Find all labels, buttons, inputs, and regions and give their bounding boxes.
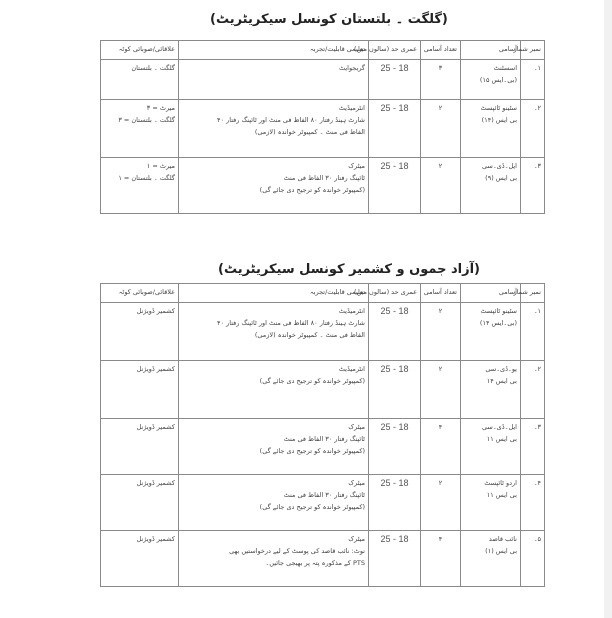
count-cell: ۴	[421, 419, 461, 475]
serial-cell: ۳۔	[521, 419, 545, 475]
section-title-ajk: (آزاد جموں و کشمیر کونسل سیکریٹریٹ)	[218, 262, 480, 277]
quota-cell	[101, 60, 179, 100]
column-header: آسامی	[461, 284, 521, 303]
table-row	[101, 100, 545, 158]
qualification-cell	[179, 475, 369, 531]
table-row	[101, 419, 545, 475]
post-cell	[461, 419, 521, 475]
gilgit-vacancies-table	[100, 40, 545, 214]
qualification-line: شارٹ ہینڈ رفتار ۸۰ الفاظ فی منٹ اور ٹائپنگ رفتار ۴۰	[217, 319, 365, 327]
post-cell	[461, 303, 521, 361]
qualification-line: نوٹ: نائب قاصد کی پوسٹ کے لیے درخواستیں بھی	[229, 547, 365, 555]
age-cell: 18 - 25	[369, 158, 421, 214]
quota-cell	[101, 419, 179, 475]
post-line: یو۔ڈی۔سی	[485, 365, 517, 373]
quota-cell	[101, 475, 179, 531]
column-header: نمبر شمار	[521, 41, 545, 60]
quota-line: گلگت ۔ بلتستان	[131, 64, 175, 72]
post-line: بی ایس (۱۴)	[481, 116, 517, 124]
qualification-line: ٹائپنگ رفتار ۳۰ الفاظ فی منٹ	[283, 491, 365, 499]
quota-line: میرٹ = ۱	[146, 162, 175, 170]
qualification-cell	[179, 100, 369, 158]
scan-edge	[604, 0, 612, 618]
post-line: سٹینو ٹائپسٹ	[480, 104, 517, 112]
age-cell: 18 - 25	[369, 60, 421, 100]
serial-cell: ۱۔	[521, 303, 545, 361]
header-row	[101, 41, 545, 60]
quota-line: کشمیر ڈویژنل	[136, 535, 175, 543]
post-line: ایل۔ڈی۔سی	[481, 162, 517, 170]
age-cell: 18 - 25	[369, 303, 421, 361]
column-header: علاقائی/صوبائی کوٹہ	[101, 41, 179, 60]
serial-cell: ۵۔	[521, 531, 545, 587]
count-cell: ۲	[421, 303, 461, 361]
column-header: آسامی	[461, 41, 521, 60]
post-line: بی ایس (۹)	[485, 174, 517, 182]
serial-cell: ۲۔	[521, 100, 545, 158]
qualification-cell	[179, 158, 369, 214]
qualification-line: (کمپیوٹر خواندہ کو ترجیح دی جائے گی)	[259, 377, 365, 385]
qualification-line: میٹرک	[348, 162, 365, 170]
section-title-gilgit: (گلگت ۔ بلتستان کونسل سیکریٹریٹ)	[210, 12, 448, 27]
count-cell: ۲	[421, 475, 461, 531]
post-cell	[461, 361, 521, 419]
quota-line: گلگت ۔ بلتستان = ۳	[118, 116, 175, 124]
age-cell: 18 - 25	[369, 361, 421, 419]
quota-line: میرٹ = ۳	[146, 104, 175, 112]
quota-line: کشمیر ڈویژنل	[136, 365, 175, 373]
post-cell	[461, 475, 521, 531]
qualification-cell	[179, 419, 369, 475]
column-header: تعلیمی قابلیت/تجربہ	[179, 41, 369, 60]
count-cell: ۲	[421, 100, 461, 158]
quota-cell	[101, 100, 179, 158]
column-header: نمبر شمار	[521, 284, 545, 303]
serial-cell: ۲۔	[521, 361, 545, 419]
column-header: تعلیمی قابلیت/تجربہ	[179, 284, 369, 303]
header-row	[101, 284, 545, 303]
quota-cell	[101, 361, 179, 419]
post-line: نائب قاصد	[488, 535, 517, 543]
table-row	[101, 158, 545, 214]
quota-line: کشمیر ڈویژنل	[136, 423, 175, 431]
qualification-line: انٹرمیڈیٹ	[338, 104, 365, 112]
qualification-line: (کمپیوٹر خواندہ کو ترجیح دی جائے گی)	[259, 503, 365, 511]
post-line: بی ایس (۱)	[485, 547, 517, 555]
qualification-cell	[179, 361, 369, 419]
qualification-line: انٹرمیڈیٹ	[338, 307, 365, 315]
age-cell: 18 - 25	[369, 100, 421, 158]
table-row	[101, 361, 545, 419]
column-header: تعداد آسامی	[421, 284, 461, 303]
qualification-line: PTS کے مذکورہ پتہ پر بھیجی جائیں۔	[265, 559, 365, 567]
table-row	[101, 60, 545, 100]
qualification-line: (کمپیوٹر خواندہ کو ترجیح دی جائے گی)	[259, 447, 365, 455]
quota-line: کشمیر ڈویژنل	[136, 307, 175, 315]
post-cell	[461, 531, 521, 587]
qualification-line: شارٹ ہینڈ رفتار ۸۰ الفاظ فی منٹ اور ٹائپنگ رفتار ۴۰	[217, 116, 365, 124]
count-cell: ۴	[421, 531, 461, 587]
age-cell: 18 - 25	[369, 531, 421, 587]
column-header: تعداد آسامی	[421, 41, 461, 60]
count-cell: ۲	[421, 361, 461, 419]
age-cell: 18 - 25	[369, 419, 421, 475]
post-cell	[461, 158, 521, 214]
post-line: بی ایس ۱۱	[486, 491, 517, 499]
column-header: عمری حد (سالوں میں)	[369, 284, 421, 303]
quota-cell	[101, 531, 179, 587]
count-cell: ۳	[421, 60, 461, 100]
post-line: بی ایس ۱۴	[486, 377, 517, 385]
quota-line: کشمیر ڈویژنل	[136, 479, 175, 487]
post-line: سٹینو ٹائپسٹ	[480, 307, 517, 315]
qualification-line: گریجوایٹ	[338, 64, 365, 72]
post-line: ایل۔ڈی۔سی	[481, 423, 517, 431]
column-header: عمری حد (سالوں میں)	[369, 41, 421, 60]
count-cell: ۲	[421, 158, 461, 214]
qualification-line: ٹائپنگ رفتار ۳۰ الفاظ فی منٹ	[283, 435, 365, 443]
serial-cell: ۱۔	[521, 60, 545, 100]
post-line: (بی۔ایس ۱۴)	[479, 319, 517, 327]
quota-cell	[101, 303, 179, 361]
post-cell	[461, 100, 521, 158]
qualification-line: میٹرک	[348, 423, 365, 431]
post-line: (بی۔ایس ۱۵)	[479, 76, 517, 84]
serial-cell: ۴۔	[521, 475, 545, 531]
post-line: اسسٹنٹ	[493, 64, 517, 72]
age-cell: 18 - 25	[369, 475, 421, 531]
quota-cell	[101, 158, 179, 214]
table-row	[101, 475, 545, 531]
post-line: اردو ٹائپسٹ	[484, 479, 517, 487]
qualification-line: انٹرمیڈیٹ	[338, 365, 365, 373]
table-row	[101, 303, 545, 361]
qualification-cell	[179, 303, 369, 361]
qualification-line: الفاظ فی منٹ ۔ کمپیوٹر خواندہ (لازمی)	[254, 128, 365, 136]
qualification-line: (کمپیوٹر خواندہ کو ترجیح دی جائے گی)	[259, 186, 365, 194]
post-line: بی ایس ۱۱	[486, 435, 517, 443]
post-cell	[461, 60, 521, 100]
qualification-line: میٹرک	[348, 479, 365, 487]
qualification-line: ٹائپنگ رفتار ۳۰ الفاظ فی منٹ	[283, 174, 365, 182]
quota-line: گلگت ۔ بلتستان = ۱	[118, 174, 175, 182]
column-header: علاقائی/صوبائی کوٹہ	[101, 284, 179, 303]
serial-cell: ۳۔	[521, 158, 545, 214]
qualification-line: میٹرک	[348, 535, 365, 543]
qualification-line: الفاظ فی منٹ ۔ کمپیوٹر خواندہ (لازمی)	[254, 331, 365, 339]
ajk-vacancies-table	[100, 283, 545, 587]
qualification-cell	[179, 60, 369, 100]
qualification-cell	[179, 531, 369, 587]
table-row	[101, 531, 545, 587]
